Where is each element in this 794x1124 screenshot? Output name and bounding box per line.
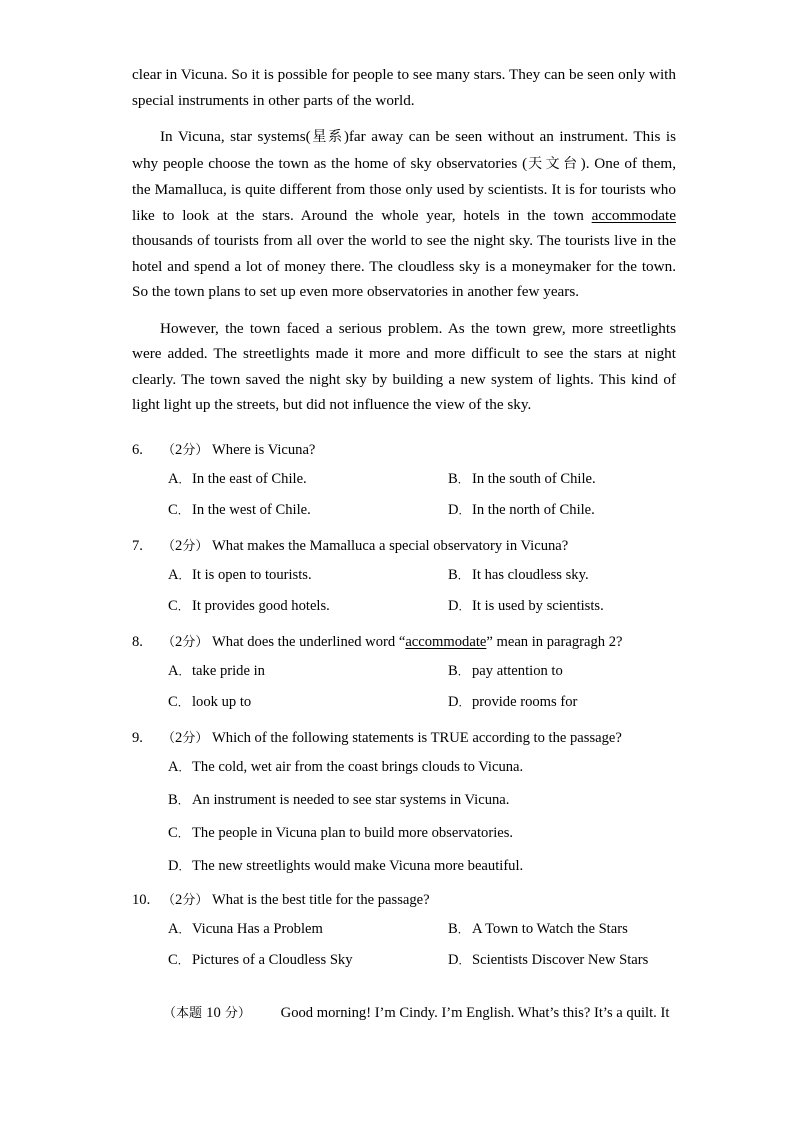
option-letter-char: A [168, 662, 179, 679]
option-text: The new streetlights would make Vicuna more beautiful. [192, 857, 524, 874]
question-text-pre: What does the underlined word “ [212, 633, 406, 650]
question-block [132, 890, 676, 970]
option-letter-separator: ． [457, 664, 469, 678]
footer-marks-number: 10 [206, 1005, 221, 1021]
footer-marks-open: （ [163, 1006, 177, 1021]
marks-number: 2 [175, 633, 183, 650]
option-text: Scientists Discover New Stars [472, 951, 649, 968]
option-group [168, 758, 676, 876]
option-letter-char: C [168, 693, 178, 710]
option-text: A Town to Watch the Stars [472, 920, 628, 937]
marks-unit: 分 [182, 538, 196, 554]
reading-passage [132, 62, 676, 418]
marks-unit: 分 [182, 634, 196, 650]
question-marks [162, 635, 208, 650]
option-letter-separator: ． [178, 922, 190, 936]
option-letter-separator: ． [178, 859, 190, 873]
option-d[interactable] [168, 857, 676, 876]
question-stem [132, 440, 676, 461]
option-letter-separator: ． [178, 568, 190, 582]
option-letter-char: B [448, 920, 458, 937]
question-marks [162, 443, 208, 458]
option-letter [448, 951, 472, 970]
question-stem [132, 728, 676, 749]
option-c[interactable] [168, 824, 676, 843]
footer-marks-close: ） [237, 1006, 251, 1021]
option-letter-separator: ． [458, 695, 470, 709]
option-a[interactable] [168, 470, 448, 489]
option-group [168, 566, 676, 616]
option-letter-separator: ． [178, 760, 190, 774]
option-letter-separator: ． [177, 826, 189, 840]
question-block [132, 536, 676, 616]
option-c[interactable] [168, 501, 448, 520]
footer-marks-unit: 分 [224, 1006, 238, 1021]
page-content [132, 62, 676, 970]
option-c[interactable] [168, 693, 448, 712]
question-number: 6. [132, 441, 143, 458]
option-letter [448, 566, 472, 585]
option-letter-separator: ． [457, 472, 469, 486]
footer-marks [163, 1003, 277, 1024]
option-text: Vicuna Has a Problem [192, 920, 323, 937]
option-letter-separator: ． [457, 922, 469, 936]
option-letter [448, 470, 472, 489]
option-text: An instrument is needed to see star systems in Vicuna. [192, 791, 510, 808]
chinese-gloss: 天文台 [527, 155, 581, 172]
marks-open: （ [162, 442, 176, 458]
question-list [132, 440, 676, 970]
marks-number: 2 [175, 441, 183, 458]
option-d[interactable] [448, 501, 676, 520]
option-letter [168, 951, 192, 970]
option-letter [168, 470, 192, 489]
option-letter-char: A [168, 470, 179, 487]
option-letter-char: A [168, 758, 179, 775]
option-b[interactable] [448, 920, 676, 939]
option-text: In the east of Chile. [192, 470, 307, 487]
question-marks [162, 731, 208, 746]
option-text: pay attention to [472, 662, 563, 679]
option-a[interactable] [168, 920, 448, 939]
question-stem [132, 632, 676, 653]
option-group [168, 470, 676, 520]
marks-open: （ [162, 892, 176, 908]
option-letter [168, 857, 192, 876]
option-letter-char: A [168, 920, 179, 937]
chinese-gloss: 星系 [310, 129, 344, 145]
option-letter [168, 824, 192, 843]
option-b[interactable] [448, 470, 676, 489]
marks-number: 2 [175, 729, 183, 746]
option-letter-char: D [168, 857, 179, 874]
option-d[interactable] [448, 693, 676, 712]
passage-text: )far away can be seen without an instrument. This is why people choose the town as the home of sky observatories ( [132, 128, 677, 172]
marks-open: （ [162, 538, 176, 554]
question-text: What makes the Mamalluca a special observatory in Vicuna? [212, 537, 569, 554]
option-letter-char: B [448, 566, 458, 583]
option-letter-char: B [448, 470, 458, 487]
option-c[interactable] [168, 951, 448, 970]
option-letter-separator: ． [178, 472, 190, 486]
option-letter-separator: ． [457, 568, 469, 582]
option-letter [448, 501, 472, 520]
option-letter [168, 597, 192, 616]
option-letter-char: B [168, 791, 178, 808]
option-letter-separator: ． [177, 599, 189, 613]
option-text: provide rooms for [472, 693, 578, 710]
option-letter-char: C [168, 501, 178, 518]
footer-script-text: Good morning! I’m Cindy. I’m English. What’s this? It’s a quilt. It [280, 1005, 670, 1021]
passage-text: However, the town faced a serious problem. As the town grew, more streetlights were added. The streetlights made it more and more difficult to see the stars at night clearly. The town saved the night sky by building a new system of lights. This kind of light light up the streets, but did not influence the view of the sky. [132, 319, 676, 413]
option-letter-char: B [448, 662, 458, 679]
option-letter-char: A [168, 566, 179, 583]
marks-close: ） [195, 892, 209, 908]
option-letter-char: D [448, 501, 459, 518]
option-letter-separator: ． [458, 599, 470, 613]
marks-close: ） [195, 634, 209, 650]
option-group [168, 920, 676, 970]
marks-unit: 分 [182, 442, 196, 458]
footer-marks-label: 本题 [176, 1006, 203, 1021]
option-letter-char: D [448, 951, 459, 968]
option-letter-separator: ． [177, 793, 189, 807]
option-group [168, 662, 676, 712]
option-letter [168, 501, 192, 520]
question-text: Which of the following statements is TRUE according to the passage? [212, 729, 622, 746]
option-letter [168, 693, 192, 712]
passage-text: clear in Vicuna. So it is possible for people to see many stars. They can be seen only with special instruments in other parts of the world. [132, 66, 676, 109]
option-letter-char: C [168, 597, 178, 614]
para-2 [132, 124, 676, 305]
passage-text: In Vicuna, star systems( [160, 128, 311, 145]
option-text: Pictures of a Cloudless Sky [192, 951, 353, 968]
option-a[interactable] [168, 566, 448, 585]
option-letter-char: C [168, 824, 178, 841]
marks-close: ） [195, 538, 209, 554]
question-number: 8. [132, 633, 143, 650]
option-letter [168, 662, 192, 681]
marks-unit: 分 [182, 892, 196, 908]
question-text: Where is Vicuna? [212, 441, 316, 458]
option-letter [168, 791, 192, 810]
passage-text: thousands of tourists from all over the world to see the night sky. The tourists live in the hotel and spend a lot of money there. The cloudless sky is a moneymaker for the town. So the town plans to set up even more observatories in another few years. [132, 232, 676, 300]
question-stem [132, 536, 676, 557]
question-text-post: ” mean in paragragh 2? [486, 633, 623, 650]
marks-open: （ [162, 634, 176, 650]
question-block [132, 440, 676, 520]
marks-number: 2 [175, 537, 183, 554]
question-number: 10. [132, 891, 151, 908]
option-letter-separator: ． [458, 953, 470, 967]
option-text: In the south of Chile. [472, 470, 596, 487]
option-a[interactable] [168, 662, 448, 681]
option-a[interactable] [168, 758, 676, 777]
option-d[interactable] [448, 597, 676, 616]
underlined-word: accommodate [405, 633, 487, 650]
option-letter [448, 662, 472, 681]
marks-close: ） [195, 730, 209, 746]
option-letter [168, 758, 192, 777]
underlined-word: accommodate [591, 206, 676, 224]
passage-text: ). One of them, the Mamalluca, is quite different from those only used by scientists. It is for tourists who like to look at the stars. Around the whole year, hotels in the town [132, 154, 677, 224]
marks-unit: 分 [182, 730, 196, 746]
question-block [132, 728, 676, 876]
question-marks [162, 539, 208, 554]
option-b[interactable] [168, 791, 676, 810]
option-text: It is open to tourists. [192, 566, 312, 583]
option-letter-separator: ． [178, 664, 190, 678]
question-block [132, 632, 676, 712]
option-letter [448, 920, 472, 939]
option-b[interactable] [448, 662, 676, 681]
question-text [212, 634, 623, 650]
option-letter [168, 566, 192, 585]
option-letter-separator: ． [458, 503, 470, 517]
option-c[interactable] [168, 597, 448, 616]
question-text: What is the best title for the passage? [212, 891, 430, 908]
marks-open: （ [162, 730, 176, 746]
option-letter [448, 693, 472, 712]
marks-number: 2 [175, 891, 183, 908]
option-letter-separator: ． [177, 695, 189, 709]
option-letter [168, 920, 192, 939]
question-marks [162, 893, 208, 908]
para-3 [132, 316, 676, 418]
para-1 [132, 62, 676, 113]
option-letter-char: C [168, 951, 178, 968]
option-text: The cold, wet air from the coast brings clouds to Vicuna. [192, 758, 524, 775]
option-text: In the west of Chile. [192, 501, 311, 518]
question-number: 7. [132, 537, 143, 554]
option-d[interactable] [448, 951, 676, 970]
option-text: It is used by scientists. [472, 597, 604, 614]
option-letter-char: D [448, 693, 459, 710]
option-letter-separator: ． [177, 503, 189, 517]
option-text: In the north of Chile. [472, 501, 595, 518]
option-text: It provides good hotels. [192, 597, 330, 614]
option-text: take pride in [192, 662, 265, 679]
option-b[interactable] [448, 566, 676, 585]
question-number: 9. [132, 729, 143, 746]
option-text: The people in Vicuna plan to build more observatories. [192, 824, 514, 841]
question-stem [132, 890, 676, 911]
footer-line [163, 1003, 723, 1024]
option-text: look up to [192, 693, 252, 710]
option-letter [448, 597, 472, 616]
option-letter-separator: ． [177, 953, 189, 967]
marks-close: ） [195, 442, 209, 458]
option-text: It has cloudless sky. [472, 566, 589, 583]
option-letter-char: D [448, 597, 459, 614]
